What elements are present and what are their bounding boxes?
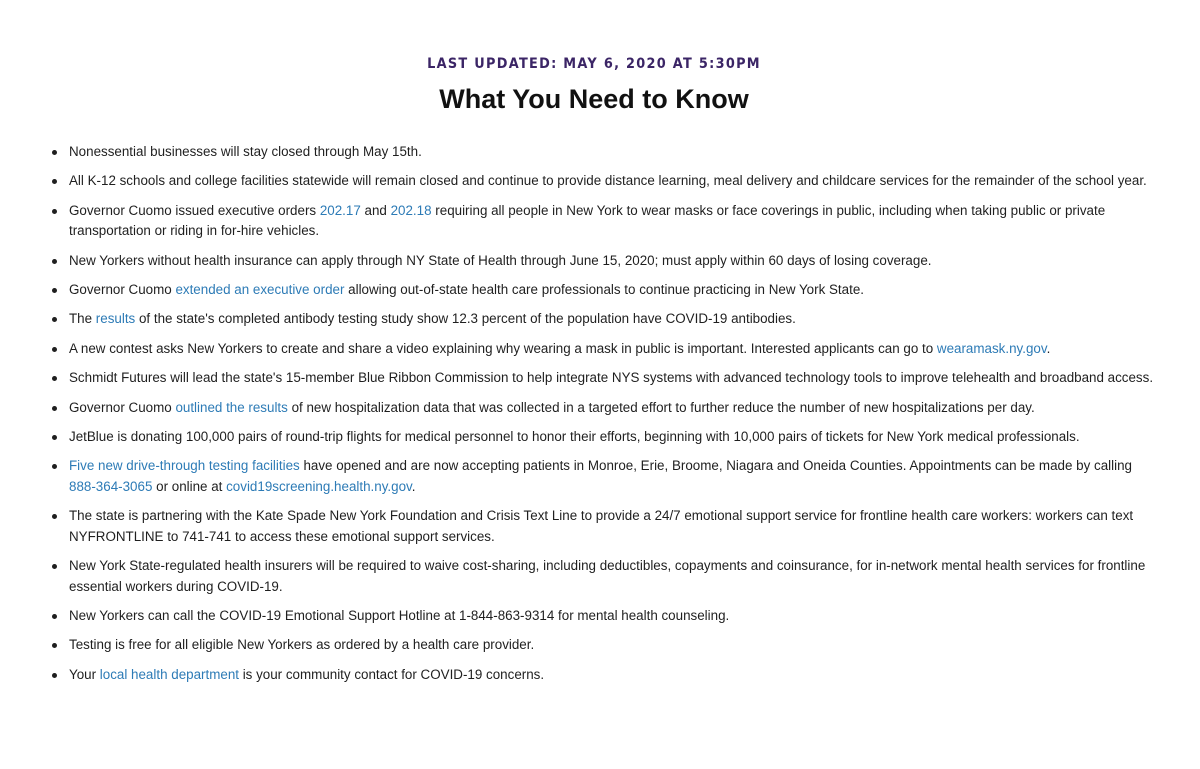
bullet-icon bbox=[52, 288, 57, 293]
item-text: have opened and are now accepting patients in Monroe, Erie, Broome, Niagara and Oneida Counties. Appointments can be made by calling bbox=[299, 458, 1132, 474]
list-item bbox=[50, 368, 1160, 389]
list-item bbox=[50, 398, 1160, 419]
list-item bbox=[50, 635, 1160, 656]
bullet-icon bbox=[52, 643, 57, 648]
item-text: Your bbox=[69, 666, 100, 682]
info-list bbox=[50, 142, 1160, 694]
list-item bbox=[50, 556, 1160, 597]
bullet-icon bbox=[52, 259, 57, 264]
list-item bbox=[50, 201, 1160, 242]
inline-link[interactable]: wearamask.ny.gov bbox=[936, 340, 1047, 356]
bullet-icon bbox=[52, 150, 57, 155]
bullet-icon bbox=[52, 464, 57, 469]
inline-link[interactable]: local health department bbox=[99, 666, 239, 682]
item-text: The bbox=[69, 311, 96, 327]
list-item bbox=[50, 171, 1160, 192]
inline-link[interactable]: 888-364-3065 bbox=[69, 478, 153, 494]
item-text: Schmidt Futures will lead the state's 15-member Blue Ribbon Commission to help integrate NYS systems with advanced technology tools to improve telehealth and broadband access. bbox=[69, 370, 1154, 386]
item-text: Governor Cuomo issued executive orders bbox=[69, 202, 320, 218]
inline-link[interactable]: 202.18 bbox=[390, 202, 432, 218]
inline-link[interactable]: covid19screening.health.ny.gov bbox=[226, 478, 412, 494]
item-text: The state is partnering with the Kate Spade New York Foundation and Crisis Text Line to provide a 24/7 emotional support service for frontline health care workers: workers can text NYFRONTLINE to 741-741 to access these emotional support services. bbox=[69, 508, 1134, 544]
item-text: Governor Cuomo bbox=[69, 399, 176, 415]
bullet-icon bbox=[52, 347, 57, 352]
list-item bbox=[50, 456, 1160, 497]
item-text: or online at bbox=[152, 478, 227, 494]
item-text: . bbox=[1046, 340, 1051, 356]
bullet-icon bbox=[52, 406, 57, 411]
bullet-icon bbox=[52, 435, 57, 440]
list-item bbox=[50, 142, 1160, 163]
list-item bbox=[50, 427, 1160, 448]
inline-link[interactable]: extended an executive order bbox=[175, 282, 345, 298]
inline-link[interactable]: outlined the results bbox=[175, 399, 288, 415]
item-text: requiring all people in New York to wear masks or face coverings in public, including when taking public or private transportation or riding in for-hire vehicles. bbox=[69, 202, 1106, 239]
bullet-icon bbox=[52, 317, 57, 322]
item-text: and bbox=[360, 202, 391, 218]
list-item bbox=[50, 309, 1160, 330]
bullet-icon bbox=[52, 614, 57, 619]
list-item bbox=[50, 506, 1160, 547]
list-item bbox=[50, 251, 1160, 272]
item-text: New York State-regulated health insurers will be required to waive cost-sharing, including deductibles, copayments and coinsurance, for in-network mental health services for frontline essential workers during COVID-19. bbox=[69, 558, 1146, 594]
list-item bbox=[50, 339, 1160, 360]
bullet-icon bbox=[52, 514, 57, 519]
bullet-icon bbox=[52, 179, 57, 184]
item-text: New Yorkers without health insurance can apply through NY State of Health through June 15, 2020; must apply within 60 days of losing coverage. bbox=[69, 252, 932, 268]
inline-link[interactable]: results bbox=[95, 311, 136, 327]
item-text: allowing out-of-state health care professionals to continue practicing in New York State. bbox=[344, 282, 864, 298]
item-text: Governor Cuomo bbox=[69, 282, 176, 298]
list-item bbox=[50, 280, 1160, 301]
bullet-icon bbox=[52, 376, 57, 381]
inline-link[interactable]: 202.17 bbox=[319, 202, 361, 218]
item-text: is your community contact for COVID-19 concerns. bbox=[238, 666, 545, 682]
item-text: of the state's completed antibody testing study show 12.3 percent of the population have COVID-19 antibodies. bbox=[135, 311, 796, 327]
item-text: New Yorkers can call the COVID-19 Emotional Support Hotline at 1-844-863-9314 for mental health counseling. bbox=[69, 608, 730, 624]
bullet-icon bbox=[52, 673, 57, 678]
item-text: . bbox=[411, 478, 416, 494]
item-text: All K-12 schools and college facilities statewide will remain closed and continue to provide distance learning, meal delivery and childcare services for the remainder of the school year. bbox=[69, 173, 1147, 189]
inline-link[interactable]: Five new drive-through testing facilities bbox=[69, 458, 300, 474]
item-text: JetBlue is donating 100,000 pairs of round-trip flights for medical personnel to honor their efforts, beginning with 10,000 pairs of tickets for New York medical professionals. bbox=[69, 429, 1080, 445]
item-text: Nonessential businesses will stay closed through May 15th. bbox=[69, 144, 422, 159]
last-updated-label: LAST UPDATED: MAY 6, 2020 AT 5:30PM bbox=[427, 56, 761, 72]
item-text: A new contest asks New Yorkers to create and share a video explaining why wearing a mask in public is important. Interested applicants can go to bbox=[69, 340, 937, 356]
bullet-icon bbox=[52, 564, 57, 569]
page-title: What You Need to Know bbox=[439, 84, 749, 114]
bullet-icon bbox=[52, 209, 57, 214]
item-text: of new hospitalization data that was collected in a targeted effort to further reduce the number of new hospitalizations per day. bbox=[287, 399, 1035, 415]
list-item bbox=[50, 665, 1160, 686]
list-item bbox=[50, 606, 1160, 627]
item-text: Testing is free for all eligible New Yorkers as ordered by a health care provider. bbox=[69, 637, 535, 653]
